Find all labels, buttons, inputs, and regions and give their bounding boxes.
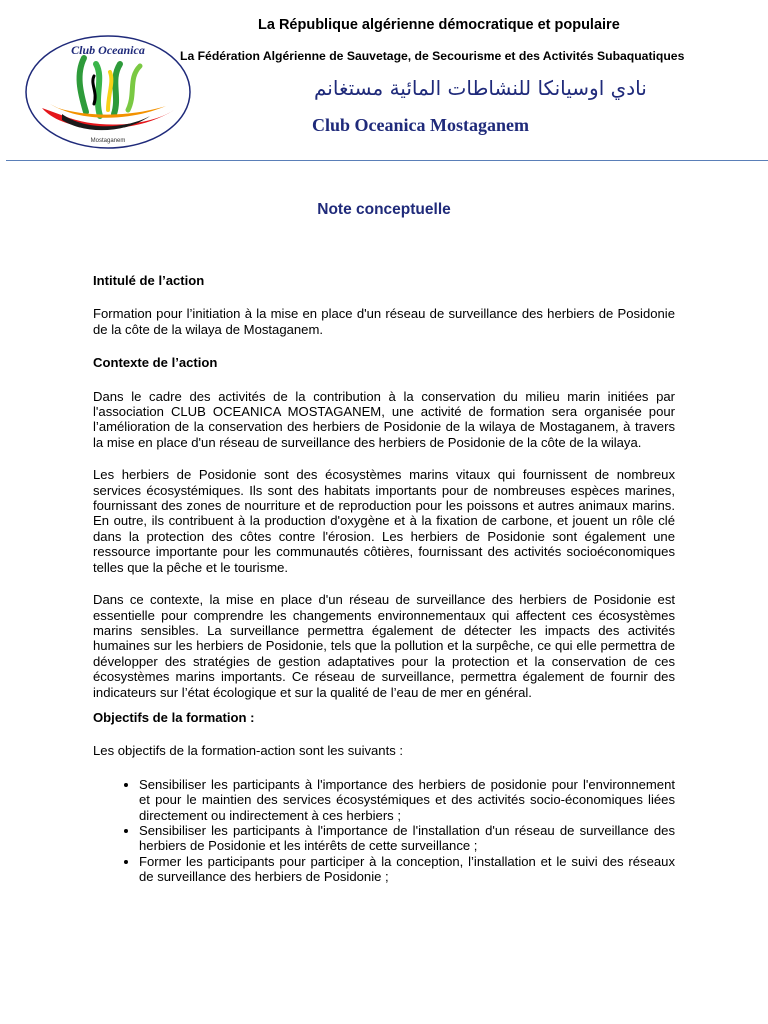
club-name: Club Oceanica Mostaganem: [312, 115, 529, 135]
republic-heading: La République algérienne démocratique et populaire: [258, 17, 620, 33]
paragraph: Dans le cadre des activités de la contribution à la conservation du milieu marin initiées par l'association CLUB OCEANICA MOSTAGANEM, une activité de formation sera organisée pour l’amélioration de la conservation des herbiers de Posidonie de la wilaya de Mostaganem, à travers la mise en place d'un réseau de surveillance des herbiers de Posidonie de la côte de la wilaya.: [93, 388, 675, 450]
club-oceanica-logo: [24, 34, 192, 150]
objectives-list: [93, 777, 675, 885]
list-item: • Former les participants pour participer à la conception, l’installation et le suivi des réseaux de surveillance des herbiers de Posidonie ;: [139, 854, 675, 885]
svg-text:Club Oceanica: Club Oceanica: [71, 43, 145, 57]
club-name-arabic: نادي اوسيانكا للنشاطات المائية مستغانم: [314, 76, 647, 100]
federation-heading: La Fédération Algérienne de Sauvetage, de Secourisme et des Activités Subaquatiques: [180, 49, 685, 63]
section-heading-objectifs: Objectifs de la formation :: [93, 709, 255, 725]
document-body: [93, 273, 675, 885]
paragraph: Dans ce contexte, la mise en place d'un réseau de surveillance des herbiers de Posidonie est essentielle pour comprendre les changements environnementaux qui affectent ces écosystèmes marins sensibles. La surveillance permettra également de détecter les impacts des activités humaines sur les herbiers de Posidonie, tels que la pollution et la surpêche, ce qui elle permettra de développer des stratégies de gestion adaptatives pour la protection et la conservation de ces écosystèmes marins importants. Ce réseau de surveillance, permettra également de fournir des indicateurs sur l’état écologique et sur la qualité de l’eau de mer en général.: [93, 592, 675, 700]
paragraph: Les herbiers de Posidonie sont des écosystèmes marins vitaux qui fournissent de nombreux services écosystémiques. Ils sont des habitats importants pour de nombreuses espèces marines, fournissant des zones de nourriture et de reproduction pour les poissons et autres animaux marins. En outre, ils contribuent à la production d'oxygène et à la fixation de carbone, et jouent un rôle clé dans la protection des côtes contre l'érosion. Les herbiers de Posidonie sont également une ressource importante pour les communautés côtières, fournissant des activités socioéconomiques telles que la pêche et le tourisme.: [93, 467, 675, 575]
letterhead: [0, 0, 768, 162]
document-title: Note conceptuelle: [317, 201, 451, 218]
list-item: • Sensibiliser les participants à l'importance des herbiers de posidonie pour l'environnement et pour le maintien des services écosystémiques et des activités socio-économiques liées directement ou indirectement à ces herbiers ;: [139, 777, 675, 823]
section-heading-contexte: Contexte de l’action: [93, 355, 218, 371]
header-divider: [6, 160, 768, 161]
paragraph: Formation pour l’initiation à la mise en place d'un réseau de surveillance des herbiers de Posidonie de la côte de la wilaya de Mostaganem.: [93, 306, 675, 337]
objectives-intro: Les objectifs de la formation-action sont les suivants :: [93, 743, 404, 759]
svg-text:Mostaganem: Mostaganem: [90, 138, 126, 144]
list-item: • Sensibiliser les participants à l'importance de l'installation d'un réseau de surveillance des herbiers de Posidonie et les intérêts de cette surveillance ;: [139, 823, 675, 854]
section-heading-intitule: Intitulé de l’action: [93, 273, 205, 288]
